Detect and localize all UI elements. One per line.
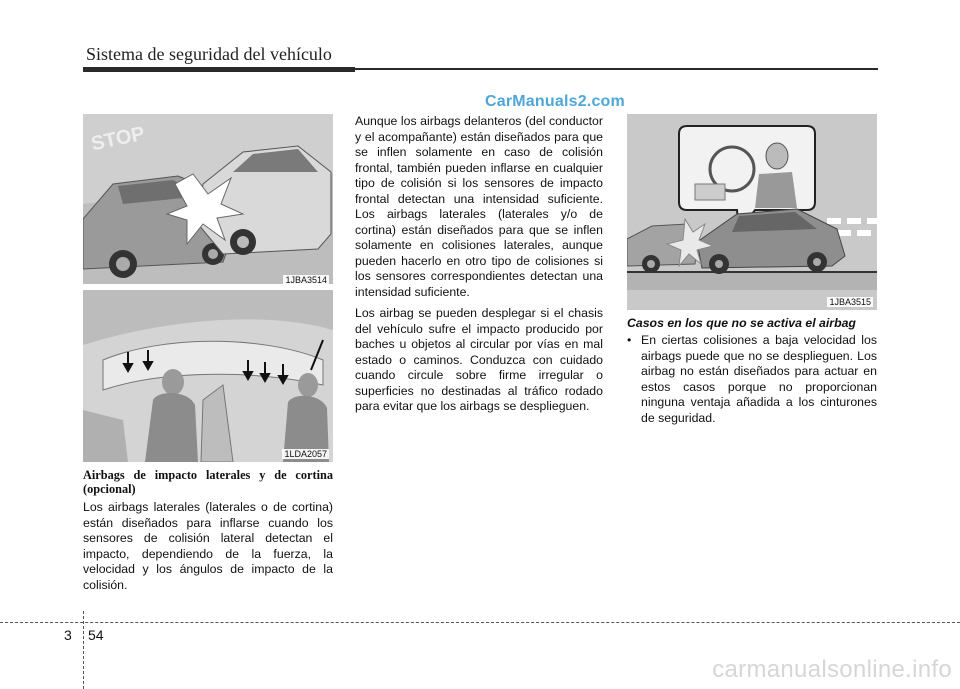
footer-divider (83, 611, 84, 689)
carmanuals-watermark: CarManuals2.com (485, 93, 625, 110)
body-paragraph: Los airbags laterales (laterales o de cortina) están diseñados para inflarse cuando los sensores de colisión lateral detectan el impacto, dependiendo de la fuerza, la velocidad y los ángulos de impacto de la colisión. (83, 500, 333, 592)
footer-rule (0, 622, 960, 623)
body-paragraph: Aunque los airbags delanteros (del conductor y el acompañante) están diseñados para que se inflen solamente en caso de colisión frontal, también pueden inflarse en cualquier tipo de colisión si los sensores de impacto frontal detectan una intensidad suficiente. Los airbags laterales (laterales y/o de cortina) están diseñados para que se inflen solamente en colisiones laterales, aunque pueden hacerlo en otro tipo de colisiones si los sensores correspondientes detectan una intensidad suficiente. (355, 114, 603, 299)
side-collision-illustration (83, 114, 333, 288)
figure-code: 1LDA2057 (284, 449, 327, 459)
right-column (627, 316, 877, 426)
site-watermark: carmanualsonline.info (712, 656, 952, 683)
chapter-number: 3 (64, 627, 72, 643)
bullet-text: En ciertas colisiones a baja velocidad los airbags puede que no se desplieguen. Los airbag no están diseñados para actuar en estos casos porque no proporcionan ninguna ventaja añadida a los cinturones de seguridad. (641, 333, 877, 425)
figure-low-speed-collision (627, 114, 877, 310)
low-speed-collision-illustration (627, 114, 877, 310)
page-number: 54 (88, 627, 104, 643)
bullet-item (627, 333, 877, 426)
svg-text:STOP: STOP (89, 122, 147, 156)
body-paragraph: Los airbag se pueden desplegar si el chasis del vehículo sufre el impacto producido por baches u objetos al circular por vías en mal estado o caminos. Conduzca con cuidado cuando circule sobre firme irregular o superficies no destinadas al tráfico rodado para evitar que los airbags se desplieguen. (355, 306, 603, 413)
left-column (83, 468, 333, 599)
bullet-marker: • (627, 333, 632, 347)
figure-code: 1JBA3515 (829, 297, 871, 307)
figure-side-collision (83, 114, 333, 288)
header-rule-accent (83, 67, 355, 72)
figure-caption: Airbags de impacto laterales y de cortina (opcional) (83, 468, 333, 496)
page-header-title: Sistema de seguridad del vehículo (86, 44, 332, 64)
figure-code: 1JBA3514 (285, 275, 327, 285)
section-subheading: Casos en los que no se activa el airbag (627, 316, 856, 330)
middle-column (355, 114, 603, 421)
figure-curtain-airbag (83, 290, 333, 462)
curtain-airbag-illustration (83, 290, 333, 462)
